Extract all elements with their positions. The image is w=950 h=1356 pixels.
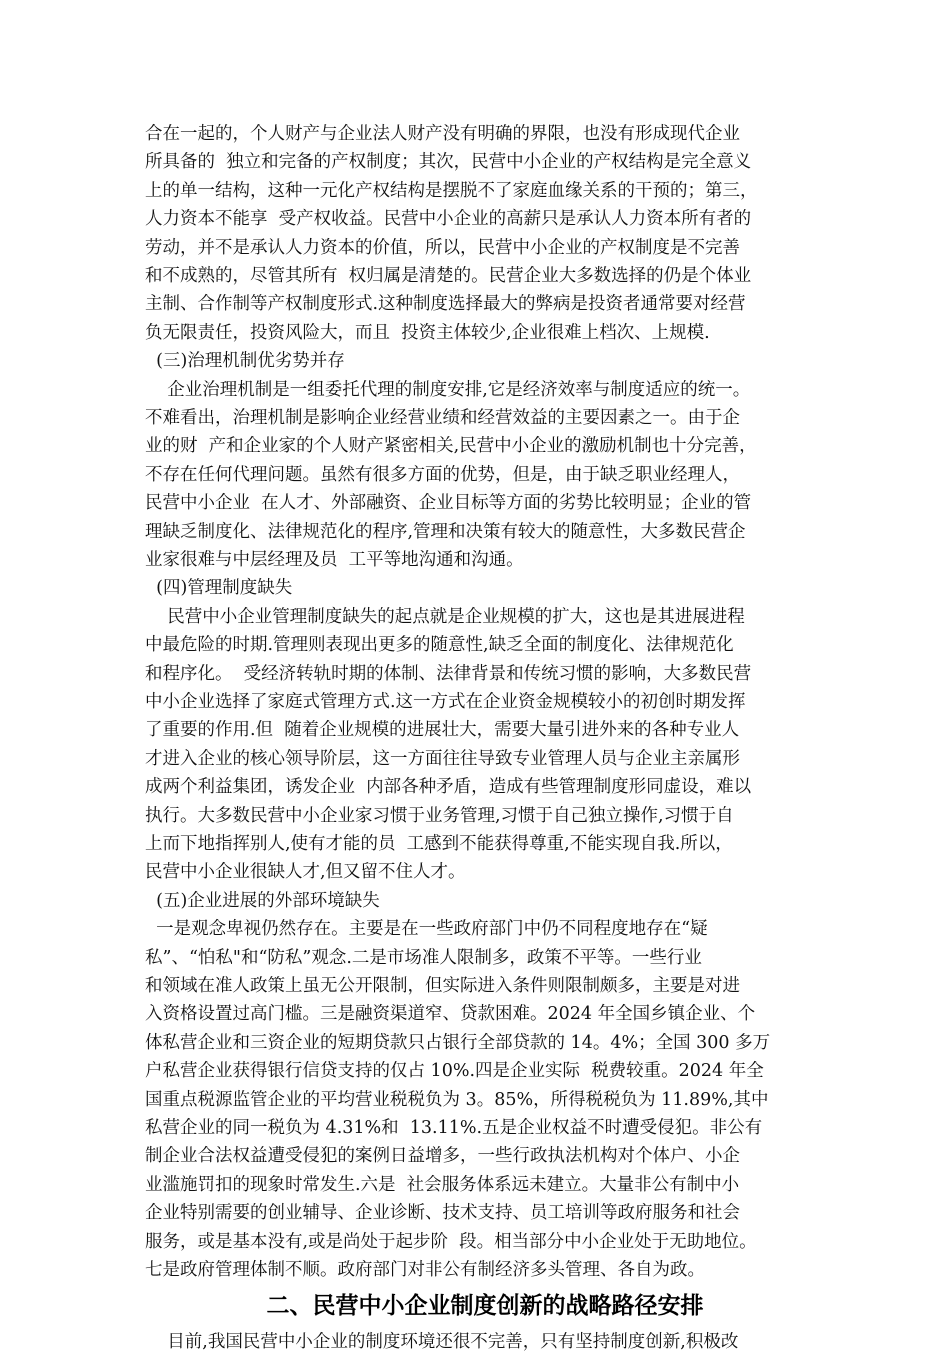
text-line: 执行。大多数民营中小企业家习惯于业务管理,习惯于自己独立操作,习惯于自 bbox=[145, 805, 734, 826]
text-line: 人力资本不能享 受产权收益。民营中小企业的高薪只是承认人力资本所有者的 bbox=[145, 209, 752, 230]
text-line: 上的单一结构，这种一元化产权结构是摆脱不了家庭血缘关系的干预的；第三， bbox=[145, 180, 758, 201]
text-line: 不难看出，治理机制是影响企业经营业绩和经营效益的主要因素之一。由于企 bbox=[145, 408, 740, 428]
subsection-title: (三)治理机制优劣势并存 bbox=[145, 351, 345, 372]
text-line: 入资格设置过高门槛。三是融资渠道窄、贷款困难。2024 年全国乡镇企业、个 bbox=[145, 1004, 756, 1025]
text-line: 业家很难与中层经理及员 工平等地沟通和沟通。 bbox=[145, 550, 524, 570]
text-line: 才进入企业的核心领导阶层，这一方面往往导致专业管理人员与企业主亲属形 bbox=[145, 748, 740, 769]
text-line: 服务，或是基本没有,或是尚处于起步阶 段。相当部分中小企业处于无助地位。 bbox=[145, 1231, 757, 1252]
text-line: 业滥施罚扣的现象时常发生.六是 社会服务体系远未建立。大量非公有制中小 bbox=[145, 1174, 740, 1195]
text-line: 民营中小企业 在人才、外部融资、企业目标等方面的劣势比较明显；企业的管 bbox=[145, 493, 752, 514]
text-line: 体私营企业和三资企业的短期贷款只占银行全部贷款的 14。4%；全国 300 多万 bbox=[145, 1032, 771, 1053]
text-line: 民营中小企业管理制度缺失的起点就是企业规模的扩大，这也是其进展进程 bbox=[145, 606, 745, 627]
text-line: 中最危险的时期.管理则表现出更多的随意性,缺乏全面的制度化、法律规范化 bbox=[145, 635, 734, 656]
text-line: 不存在任何代理问题。虽然有很多方面的优势，但是，由于缺乏职业经理人， bbox=[145, 464, 740, 485]
text-line: 了重要的作用.但 随着企业规模的进展壮大，需要大量引进外来的各种专业人 bbox=[145, 720, 740, 741]
section-heading: 二、民营中小企业制度创新的战略路径安排 bbox=[266, 1293, 704, 1320]
text-line: 成两个利益集团，诱发企业 内部各种矛盾，造成有些管理制度形同虚设，难以 bbox=[145, 777, 752, 798]
text-line: 目前,我国民营中小企业的制度环境还很不完善，只有坚持制度创新,积极改 bbox=[145, 1332, 739, 1353]
text-line: 主制、合作制等产权制度形式.这种制度选择最大的弊病是投资者通常要对经营 bbox=[145, 294, 746, 315]
text-line: 私营企业的同一税负为 4.31%和 13.11%.五是企业权益不时遭受侵犯。非公有 bbox=[145, 1118, 763, 1138]
text-line: 和程序化。 受经济转轨时期的体制、法律背景和传统习惯的影响，大多数民营 bbox=[145, 663, 752, 684]
text-line: 一是观念卑视仍然存在。主要是在一些政府部门中仍不同程度地存在“疑 bbox=[145, 919, 708, 940]
text-line: 中小企业选择了家庭式管理方式.这一方式在企业资金规模较小的初创时期发挥 bbox=[145, 692, 746, 712]
text-line: 企业特别需要的创业辅导、企业诊断、技术支持、员工培训等政府服务和社会 bbox=[145, 1203, 740, 1224]
subsection-title: (五)企业进展的外部环境缺失 bbox=[145, 890, 380, 911]
text-line: 上而下地指挥别人,使有才能的员 工感到不能获得尊重,不能实现自我.所以， bbox=[145, 834, 733, 854]
text-line: 理缺乏制度化、法律规范化的程序,管理和决策有较大的随意性，大多数民营企 bbox=[145, 521, 746, 542]
text-line: 户私营企业获得银行信贷支持的仅占 10%.四是企业实际 税费较重。2024 年全 bbox=[145, 1061, 764, 1082]
text-line: 国重点税源监管企业的平均营业税税负为 3。85%，所得税税负为 11.89%,其中 bbox=[145, 1089, 769, 1110]
text-line: 制企业合法权益遭受侵犯的案例日益增多，一些行政执法机构对个体户、小企 bbox=[145, 1146, 740, 1167]
text-line: 业的财 产和企业家的个人财产紧密相关,民营中小企业的激励机制也十分完善， bbox=[145, 436, 757, 457]
text-line: 和不成熟的，尽管其所有 权归属是清楚的。民营企业大多数选择的仍是个体业 bbox=[145, 266, 752, 286]
subsection-title: (四)管理制度缺失 bbox=[145, 578, 293, 599]
text-line: 私”、“怕私"和“防私”观念.二是市场准人限制多，政策不平等。一些行业 bbox=[145, 947, 702, 968]
text-line: 所具备的 独立和完备的产权制度；其次，民营中小企业的产权结构是完全意义 bbox=[145, 152, 752, 173]
text-line: 合在一起的，个人财产与企业法人财产没有明确的界限，也没有形成现代企业 bbox=[145, 124, 740, 144]
text-line: 七是政府管理体制不顺。政府部门对非公有制经济多头管理、各自为政。 bbox=[145, 1260, 705, 1280]
text-line: 负无限责任，投资风险大，而且 投资主体较少,企业很难上档次、上规模. bbox=[145, 322, 710, 343]
text-line: 和领域在准人政策上虽无公开限制，但实际进入条件则限制颇多，主要是对进 bbox=[145, 976, 740, 996]
text-line: 企业治理机制是一组委托代理的制度安排,它是经济效率与制度适应的统一。 bbox=[145, 379, 751, 400]
text-line: 劳动，并不是承认人力资本的价值，所以，民营中小企业的产权制度是不完善 bbox=[145, 237, 740, 258]
text-line: 民营中小企业很缺人才,但又留不住人才。 bbox=[145, 862, 466, 883]
